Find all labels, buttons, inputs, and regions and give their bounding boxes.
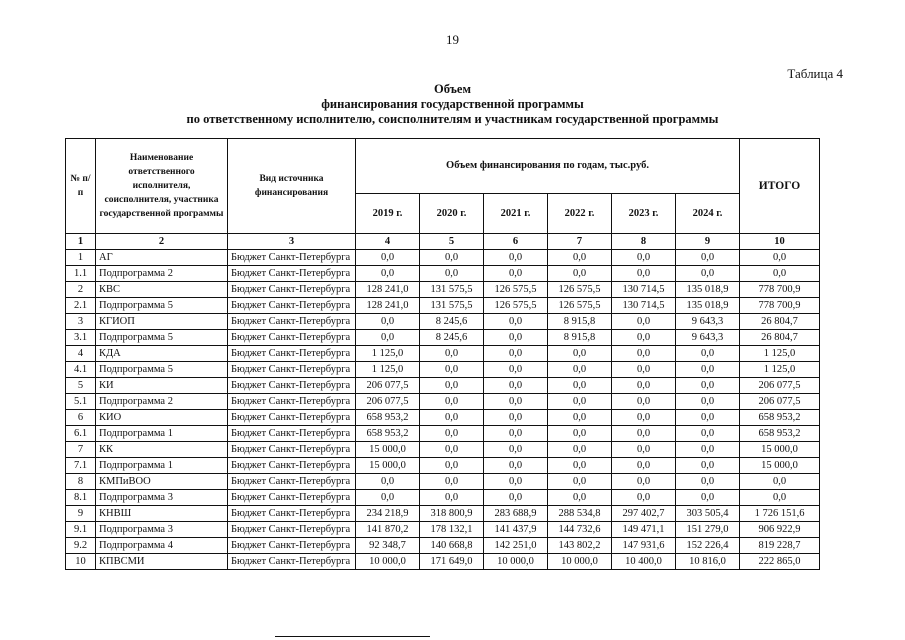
column-index-6: 6 <box>484 234 548 250</box>
table-row <box>66 490 820 506</box>
row-name: АГ <box>96 250 228 266</box>
row-value-5: 10 400,0 <box>612 554 676 570</box>
table-row <box>66 538 820 554</box>
table-row <box>66 506 820 522</box>
row-value-1: 206 077,5 <box>356 394 420 410</box>
row-value-6: 135 018,9 <box>676 282 740 298</box>
row-total: 819 228,7 <box>740 538 820 554</box>
row-value-6: 151 279,0 <box>676 522 740 538</box>
row-total: 778 700,9 <box>740 282 820 298</box>
row-value-4: 10 000,0 <box>548 554 612 570</box>
row-total: 1 125,0 <box>740 362 820 378</box>
row-value-6: 0,0 <box>676 250 740 266</box>
row-name: Подпрограмма 3 <box>96 490 228 506</box>
document-title <box>0 82 905 127</box>
header-year-2: 2020 г. <box>420 194 484 234</box>
row-total: 206 077,5 <box>740 378 820 394</box>
row-value-4: 143 802,2 <box>548 538 612 554</box>
row-number: 9 <box>66 506 96 522</box>
row-value-4: 126 575,5 <box>548 298 612 314</box>
row-total: 26 804,7 <box>740 330 820 346</box>
row-value-5: 0,0 <box>612 394 676 410</box>
row-value-3: 0,0 <box>484 490 548 506</box>
row-value-6: 0,0 <box>676 378 740 394</box>
row-value-5: 0,0 <box>612 330 676 346</box>
table-row <box>66 554 820 570</box>
row-total: 15 000,0 <box>740 442 820 458</box>
row-value-4: 0,0 <box>548 266 612 282</box>
row-value-4: 0,0 <box>548 250 612 266</box>
row-total: 0,0 <box>740 474 820 490</box>
footnote-divider <box>275 636 430 637</box>
row-value-5: 0,0 <box>612 474 676 490</box>
row-number: 8 <box>66 474 96 490</box>
row-value-1: 206 077,5 <box>356 378 420 394</box>
row-value-1: 0,0 <box>356 490 420 506</box>
column-index-8: 8 <box>612 234 676 250</box>
row-value-1: 0,0 <box>356 250 420 266</box>
row-value-5: 149 471,1 <box>612 522 676 538</box>
row-value-2: 8 245,6 <box>420 314 484 330</box>
row-value-1: 658 953,2 <box>356 426 420 442</box>
row-value-4: 8 915,8 <box>548 330 612 346</box>
row-value-3: 0,0 <box>484 266 548 282</box>
row-total: 658 953,2 <box>740 410 820 426</box>
row-value-4: 126 575,5 <box>548 282 612 298</box>
row-value-1: 0,0 <box>356 330 420 346</box>
row-value-3: 0,0 <box>484 330 548 346</box>
row-name: КДА <box>96 346 228 362</box>
row-value-3: 0,0 <box>484 410 548 426</box>
row-source: Бюджет Санкт-Петербурга <box>228 458 356 474</box>
row-name: Подпрограмма 2 <box>96 266 228 282</box>
row-value-1: 128 241,0 <box>356 298 420 314</box>
row-total: 0,0 <box>740 250 820 266</box>
row-source: Бюджет Санкт-Петербурга <box>228 282 356 298</box>
row-source: Бюджет Санкт-Петербурга <box>228 266 356 282</box>
header-num: № п/п <box>66 139 96 234</box>
column-index-7: 7 <box>548 234 612 250</box>
row-number: 10 <box>66 554 96 570</box>
row-number: 8.1 <box>66 490 96 506</box>
row-name: Подпрограмма 5 <box>96 330 228 346</box>
row-value-2: 0,0 <box>420 442 484 458</box>
row-number: 9.2 <box>66 538 96 554</box>
row-value-4: 144 732,6 <box>548 522 612 538</box>
row-value-5: 0,0 <box>612 410 676 426</box>
row-value-2: 0,0 <box>420 410 484 426</box>
row-value-1: 0,0 <box>356 314 420 330</box>
row-name: КНВШ <box>96 506 228 522</box>
column-index-1: 1 <box>66 234 96 250</box>
table-row <box>66 330 820 346</box>
row-total: 0,0 <box>740 490 820 506</box>
row-value-6: 0,0 <box>676 410 740 426</box>
row-number: 2.1 <box>66 298 96 314</box>
row-source: Бюджет Санкт-Петербурга <box>228 554 356 570</box>
row-value-6: 135 018,9 <box>676 298 740 314</box>
row-value-2: 0,0 <box>420 266 484 282</box>
row-value-4: 0,0 <box>548 362 612 378</box>
table-row <box>66 426 820 442</box>
table-label: Таблица 4 <box>787 66 843 81</box>
row-name: Подпрограмма 5 <box>96 298 228 314</box>
column-index-4: 4 <box>356 234 420 250</box>
row-source: Бюджет Санкт-Петербурга <box>228 506 356 522</box>
row-value-6: 152 226,4 <box>676 538 740 554</box>
row-value-4: 8 915,8 <box>548 314 612 330</box>
row-value-1: 15 000,0 <box>356 442 420 458</box>
row-value-3: 10 000,0 <box>484 554 548 570</box>
row-source: Бюджет Санкт-Петербурга <box>228 250 356 266</box>
row-value-3: 283 688,9 <box>484 506 548 522</box>
row-value-6: 0,0 <box>676 426 740 442</box>
row-total: 778 700,9 <box>740 298 820 314</box>
row-source: Бюджет Санкт-Петербурга <box>228 378 356 394</box>
row-value-3: 0,0 <box>484 426 548 442</box>
row-total: 0,0 <box>740 266 820 282</box>
row-source: Бюджет Санкт-Петербурга <box>228 362 356 378</box>
column-index-5: 5 <box>420 234 484 250</box>
row-value-5: 0,0 <box>612 490 676 506</box>
row-total: 1 726 151,6 <box>740 506 820 522</box>
row-value-2: 0,0 <box>420 458 484 474</box>
header-year-1: 2019 г. <box>356 194 420 234</box>
row-value-2: 131 575,5 <box>420 282 484 298</box>
header-year-3: 2021 г. <box>484 194 548 234</box>
column-index-2: 2 <box>96 234 228 250</box>
row-value-3: 0,0 <box>484 362 548 378</box>
row-value-5: 0,0 <box>612 346 676 362</box>
row-value-2: 0,0 <box>420 474 484 490</box>
table-row <box>66 314 820 330</box>
table-row <box>66 474 820 490</box>
row-value-5: 0,0 <box>612 362 676 378</box>
row-value-4: 0,0 <box>548 426 612 442</box>
row-source: Бюджет Санкт-Петербурга <box>228 314 356 330</box>
row-value-2: 171 649,0 <box>420 554 484 570</box>
row-value-4: 0,0 <box>548 458 612 474</box>
table-row <box>66 442 820 458</box>
row-value-4: 0,0 <box>548 378 612 394</box>
row-value-4: 0,0 <box>548 394 612 410</box>
row-name: КВС <box>96 282 228 298</box>
row-value-3: 126 575,5 <box>484 298 548 314</box>
row-value-3: 0,0 <box>484 346 548 362</box>
page-number: 19 <box>446 32 459 47</box>
financing-table <box>65 138 820 570</box>
row-value-2: 318 800,9 <box>420 506 484 522</box>
row-value-3: 0,0 <box>484 458 548 474</box>
row-value-1: 128 241,0 <box>356 282 420 298</box>
table-row <box>66 458 820 474</box>
row-value-2: 0,0 <box>420 250 484 266</box>
row-value-3: 0,0 <box>484 394 548 410</box>
row-value-6: 0,0 <box>676 442 740 458</box>
table-row <box>66 250 820 266</box>
row-value-1: 234 218,9 <box>356 506 420 522</box>
column-index-10: 10 <box>740 234 820 250</box>
row-name: Подпрограмма 1 <box>96 426 228 442</box>
row-total: 15 000,0 <box>740 458 820 474</box>
row-source: Бюджет Санкт-Петербурга <box>228 442 356 458</box>
row-value-1: 15 000,0 <box>356 458 420 474</box>
row-value-2: 8 245,6 <box>420 330 484 346</box>
row-source: Бюджет Санкт-Петербурга <box>228 330 356 346</box>
row-name: КК <box>96 442 228 458</box>
title-line-2: финансирования государственной программы <box>321 97 584 111</box>
table-row <box>66 346 820 362</box>
row-value-1: 10 000,0 <box>356 554 420 570</box>
row-name: Подпрограмма 3 <box>96 522 228 538</box>
row-value-3: 0,0 <box>484 442 548 458</box>
row-value-6: 0,0 <box>676 266 740 282</box>
row-value-1: 92 348,7 <box>356 538 420 554</box>
row-value-4: 0,0 <box>548 474 612 490</box>
row-value-4: 0,0 <box>548 410 612 426</box>
row-source: Бюджет Санкт-Петербурга <box>228 538 356 554</box>
row-value-2: 0,0 <box>420 394 484 410</box>
table-row <box>66 298 820 314</box>
row-number: 5 <box>66 378 96 394</box>
row-source: Бюджет Санкт-Петербурга <box>228 522 356 538</box>
row-number: 9.1 <box>66 522 96 538</box>
row-value-6: 0,0 <box>676 346 740 362</box>
row-total: 26 804,7 <box>740 314 820 330</box>
row-value-5: 0,0 <box>612 266 676 282</box>
header-total: ИТОГО <box>740 139 820 234</box>
table-row <box>66 394 820 410</box>
row-value-5: 0,0 <box>612 314 676 330</box>
row-value-6: 0,0 <box>676 362 740 378</box>
row-value-1: 1 125,0 <box>356 346 420 362</box>
row-value-3: 142 251,0 <box>484 538 548 554</box>
row-value-4: 288 534,8 <box>548 506 612 522</box>
row-value-1: 141 870,2 <box>356 522 420 538</box>
row-number: 6 <box>66 410 96 426</box>
row-source: Бюджет Санкт-Петербурга <box>228 490 356 506</box>
row-value-3: 0,0 <box>484 378 548 394</box>
header-volume: Объем финансирования по годам, тыс.руб. <box>356 139 740 194</box>
row-value-3: 126 575,5 <box>484 282 548 298</box>
row-number: 5.1 <box>66 394 96 410</box>
row-value-2: 0,0 <box>420 378 484 394</box>
header-year-5: 2023 г. <box>612 194 676 234</box>
row-name: КИО <box>96 410 228 426</box>
row-value-6: 9 643,3 <box>676 330 740 346</box>
table-row <box>66 410 820 426</box>
row-value-3: 0,0 <box>484 474 548 490</box>
row-name: Подпрограмма 1 <box>96 458 228 474</box>
row-value-2: 0,0 <box>420 426 484 442</box>
row-value-5: 0,0 <box>612 458 676 474</box>
row-number: 1 <box>66 250 96 266</box>
row-value-5: 0,0 <box>612 426 676 442</box>
row-value-4: 0,0 <box>548 442 612 458</box>
row-value-6: 0,0 <box>676 474 740 490</box>
header-name: Наименование ответственного исполнителя, соисполнителя, участника государственной программы <box>96 139 228 234</box>
row-value-5: 297 402,7 <box>612 506 676 522</box>
row-value-1: 1 125,0 <box>356 362 420 378</box>
row-total: 1 125,0 <box>740 346 820 362</box>
table-row <box>66 362 820 378</box>
header-year-6: 2024 г. <box>676 194 740 234</box>
row-source: Бюджет Санкт-Петербурга <box>228 410 356 426</box>
row-value-1: 0,0 <box>356 474 420 490</box>
row-source: Бюджет Санкт-Петербурга <box>228 298 356 314</box>
row-name: КИ <box>96 378 228 394</box>
row-source: Бюджет Санкт-Петербурга <box>228 474 356 490</box>
column-index-9: 9 <box>676 234 740 250</box>
row-value-3: 141 437,9 <box>484 522 548 538</box>
table-row <box>66 282 820 298</box>
header-source: Вид источника финансирования <box>228 139 356 234</box>
row-number: 4 <box>66 346 96 362</box>
row-value-5: 130 714,5 <box>612 282 676 298</box>
title-line-3: по ответственному исполнителю, соисполнителям и участникам государственной программы <box>186 112 719 126</box>
row-value-6: 303 505,4 <box>676 506 740 522</box>
row-value-5: 0,0 <box>612 378 676 394</box>
title-line-1: Объем <box>433 82 471 96</box>
row-total: 906 922,9 <box>740 522 820 538</box>
row-value-2: 0,0 <box>420 346 484 362</box>
row-number: 1.1 <box>66 266 96 282</box>
row-value-4: 0,0 <box>548 490 612 506</box>
row-value-3: 0,0 <box>484 314 548 330</box>
row-source: Бюджет Санкт-Петербурга <box>228 394 356 410</box>
row-name: Подпрограмма 5 <box>96 362 228 378</box>
row-value-4: 0,0 <box>548 346 612 362</box>
row-name: КМПиВОО <box>96 474 228 490</box>
row-number: 2 <box>66 282 96 298</box>
row-name: Подпрограмма 4 <box>96 538 228 554</box>
row-value-5: 147 931,6 <box>612 538 676 554</box>
row-value-2: 140 668,8 <box>420 538 484 554</box>
row-number: 7.1 <box>66 458 96 474</box>
row-value-1: 658 953,2 <box>356 410 420 426</box>
row-number: 3.1 <box>66 330 96 346</box>
row-value-2: 178 132,1 <box>420 522 484 538</box>
row-value-5: 0,0 <box>612 250 676 266</box>
row-total: 222 865,0 <box>740 554 820 570</box>
row-value-2: 131 575,5 <box>420 298 484 314</box>
row-value-5: 0,0 <box>612 442 676 458</box>
row-number: 7 <box>66 442 96 458</box>
row-value-6: 0,0 <box>676 490 740 506</box>
row-total: 658 953,2 <box>740 426 820 442</box>
row-value-6: 0,0 <box>676 458 740 474</box>
row-number: 4.1 <box>66 362 96 378</box>
row-value-6: 0,0 <box>676 394 740 410</box>
row-name: КПВСМИ <box>96 554 228 570</box>
row-source: Бюджет Санкт-Петербурга <box>228 426 356 442</box>
row-value-5: 130 714,5 <box>612 298 676 314</box>
row-total: 206 077,5 <box>740 394 820 410</box>
row-value-2: 0,0 <box>420 362 484 378</box>
row-name: КГИОП <box>96 314 228 330</box>
row-value-3: 0,0 <box>484 250 548 266</box>
row-number: 6.1 <box>66 426 96 442</box>
column-index-3: 3 <box>228 234 356 250</box>
header-year-4: 2022 г. <box>548 194 612 234</box>
row-source: Бюджет Санкт-Петербурга <box>228 346 356 362</box>
table-row <box>66 522 820 538</box>
row-name: Подпрограмма 2 <box>96 394 228 410</box>
row-value-1: 0,0 <box>356 266 420 282</box>
table-row <box>66 378 820 394</box>
table-row <box>66 266 820 282</box>
row-value-6: 10 816,0 <box>676 554 740 570</box>
row-value-6: 9 643,3 <box>676 314 740 330</box>
row-number: 3 <box>66 314 96 330</box>
row-value-2: 0,0 <box>420 490 484 506</box>
